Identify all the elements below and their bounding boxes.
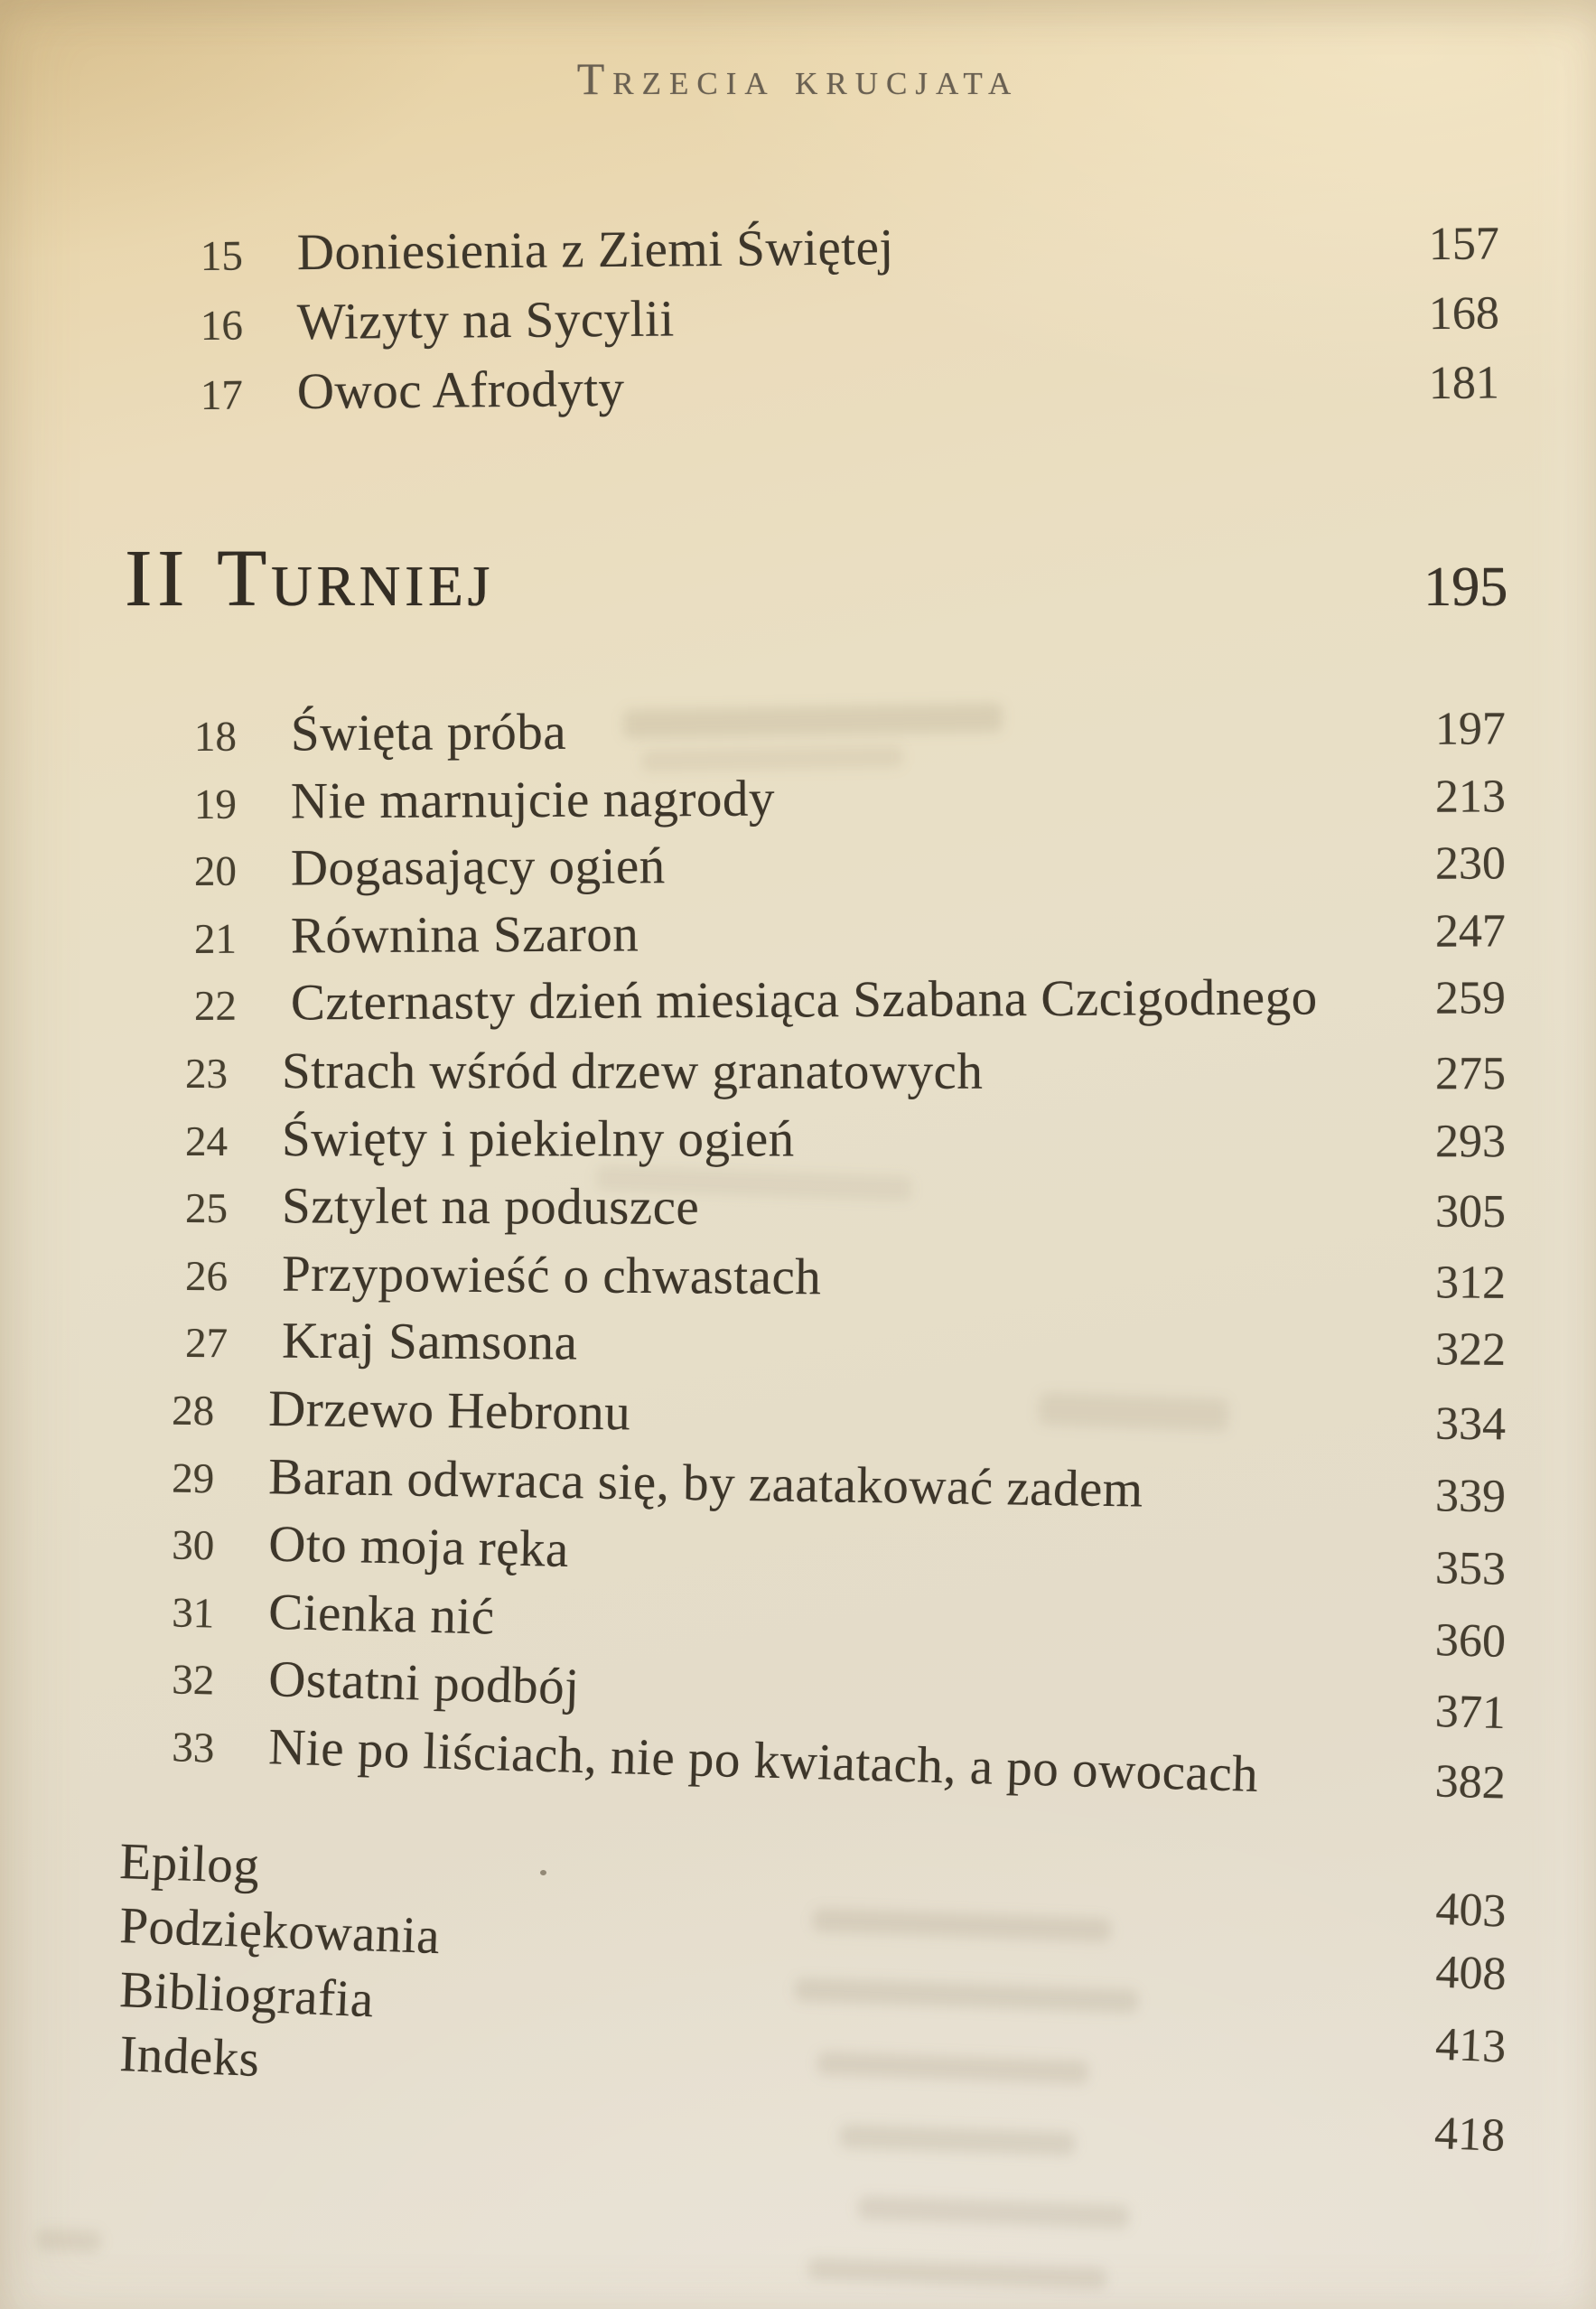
chapter-number: 30 (171, 1521, 215, 1570)
showthrough-text-ghost (808, 2258, 1107, 2290)
chapter-title: Dogasający ogień (290, 837, 666, 897)
toc-entry (184, 1245, 1507, 1323)
toc-front-list (200, 218, 1500, 436)
toc-entry (201, 216, 1500, 297)
chapter-number: 32 (171, 1656, 216, 1705)
chapter-number: 27 (184, 1320, 229, 1368)
chapter-number: 16 (200, 302, 244, 350)
paper-speck (540, 1870, 546, 1875)
toc-entry (184, 1042, 1507, 1114)
chapter-title: Owoc Afrodyty (296, 360, 625, 421)
chapter-number: 23 (184, 1050, 229, 1098)
chapter-number: 22 (193, 983, 238, 1031)
chapter-number: 17 (200, 371, 244, 419)
part-heading (125, 534, 1507, 623)
page-number: 413 (1434, 2018, 1507, 2073)
chapter-title: Doniesienia z Ziemi Świętej (296, 219, 894, 282)
chapter-title: Wizyty na Sycylii (296, 290, 675, 351)
running-header: Trzecia krucjata (576, 53, 1020, 104)
page-number: 322 (1434, 1323, 1507, 1377)
back-matter-title: Bibliografia (118, 1961, 376, 2029)
back-matter-title: Epilog (118, 1833, 261, 1895)
page-number: 213 (1434, 770, 1507, 823)
chapter-title: Kraj Samsona (281, 1312, 578, 1371)
page-number: 305 (1434, 1185, 1507, 1239)
showthrough-text-ghost (36, 2229, 102, 2252)
showthrough-text-ghost (840, 2124, 1076, 2155)
page-number: 197 (1434, 703, 1507, 755)
page-number: 157 (1428, 218, 1500, 271)
chapter-number: 31 (171, 1589, 215, 1638)
chapter-title: Czternasty dzień miesiąca Szabana Czcigodnego (290, 968, 1318, 1032)
toc-entry (201, 355, 1500, 436)
toc-entry (194, 903, 1506, 977)
showthrough-text-ghost (1038, 1392, 1228, 1431)
page-number: 312 (1434, 1257, 1507, 1309)
toc-entry (194, 837, 1506, 911)
chapter-number: 20 (193, 847, 238, 896)
page-number: 293 (1434, 1115, 1507, 1167)
chapter-number: 24 (184, 1117, 229, 1165)
page-number: 382 (1434, 1755, 1507, 1809)
page-number: 181 (1428, 357, 1500, 410)
chapter-title: Święty i piekielny ogień (281, 1109, 795, 1168)
chapter-number: 15 (200, 232, 244, 280)
page-number: 195 (1423, 556, 1507, 618)
page-number: 259 (1434, 972, 1507, 1025)
toc-entry (194, 769, 1506, 843)
chapter-title: Nie marnujcie nagrody (290, 770, 776, 830)
chapter-number: 28 (171, 1387, 215, 1435)
page-number: 275 (1434, 1048, 1507, 1100)
page-number: 230 (1434, 837, 1507, 890)
toc-entry (184, 1312, 1507, 1389)
chapter-title: Cienka nić (267, 1583, 496, 1646)
chapter-number: 25 (184, 1185, 229, 1233)
toc-entry (193, 968, 1507, 1045)
chapter-title: Nie po liściach, nie po kwiatach, a po owocach (267, 1718, 1259, 1803)
showthrough-text-ghost (858, 2196, 1130, 2229)
page-number: 418 (1433, 2107, 1507, 2162)
chapter-title: Równina Szaron (290, 905, 639, 965)
page-number: 403 (1434, 1883, 1507, 1938)
page-number: 247 (1434, 905, 1507, 958)
paper-speck (755, 1283, 759, 1286)
chapter-title: Drzewo Hebronu (267, 1379, 631, 1442)
page-number: 339 (1434, 1469, 1507, 1523)
part-title: Turniej (216, 534, 494, 623)
part-numeral: II (125, 534, 190, 623)
chapter-number: 18 (193, 713, 238, 761)
page-number: 168 (1428, 287, 1500, 341)
chapter-title: Baran odwraca się, by zaatakować zadem (267, 1447, 1144, 1519)
chapter-number: 21 (193, 915, 238, 963)
toc-entry (184, 1109, 1507, 1182)
page-number: 353 (1434, 1542, 1507, 1595)
toc-back-matter (118, 1833, 1507, 2162)
page-number: 408 (1434, 1946, 1507, 2001)
chapter-title: Ostatni podbój (267, 1650, 581, 1716)
chapter-title: Sztylet na poduszce (281, 1177, 700, 1237)
chapter-title: Strach wśród drzew granatowych (281, 1042, 984, 1100)
toc-section-list (171, 703, 1507, 1809)
chapter-title: Oto moja ręka (267, 1515, 570, 1579)
chapter-title: Przypowieść o chwastach (281, 1245, 822, 1305)
showthrough-text-ghost (641, 745, 903, 771)
chapter-number: 33 (171, 1724, 216, 1772)
page-number: 360 (1434, 1613, 1507, 1668)
page-number: 371 (1434, 1686, 1507, 1740)
chapter-number: 19 (193, 781, 238, 828)
toc-entry (201, 285, 1500, 367)
back-matter-title: Podziękowania (118, 1897, 442, 1966)
chapter-number: 29 (171, 1454, 215, 1502)
page-number: 334 (1434, 1398, 1507, 1451)
back-matter-title: Indeks (118, 2025, 261, 2088)
chapter-number: 26 (184, 1252, 229, 1300)
chapter-title: Święta próba (290, 703, 567, 762)
